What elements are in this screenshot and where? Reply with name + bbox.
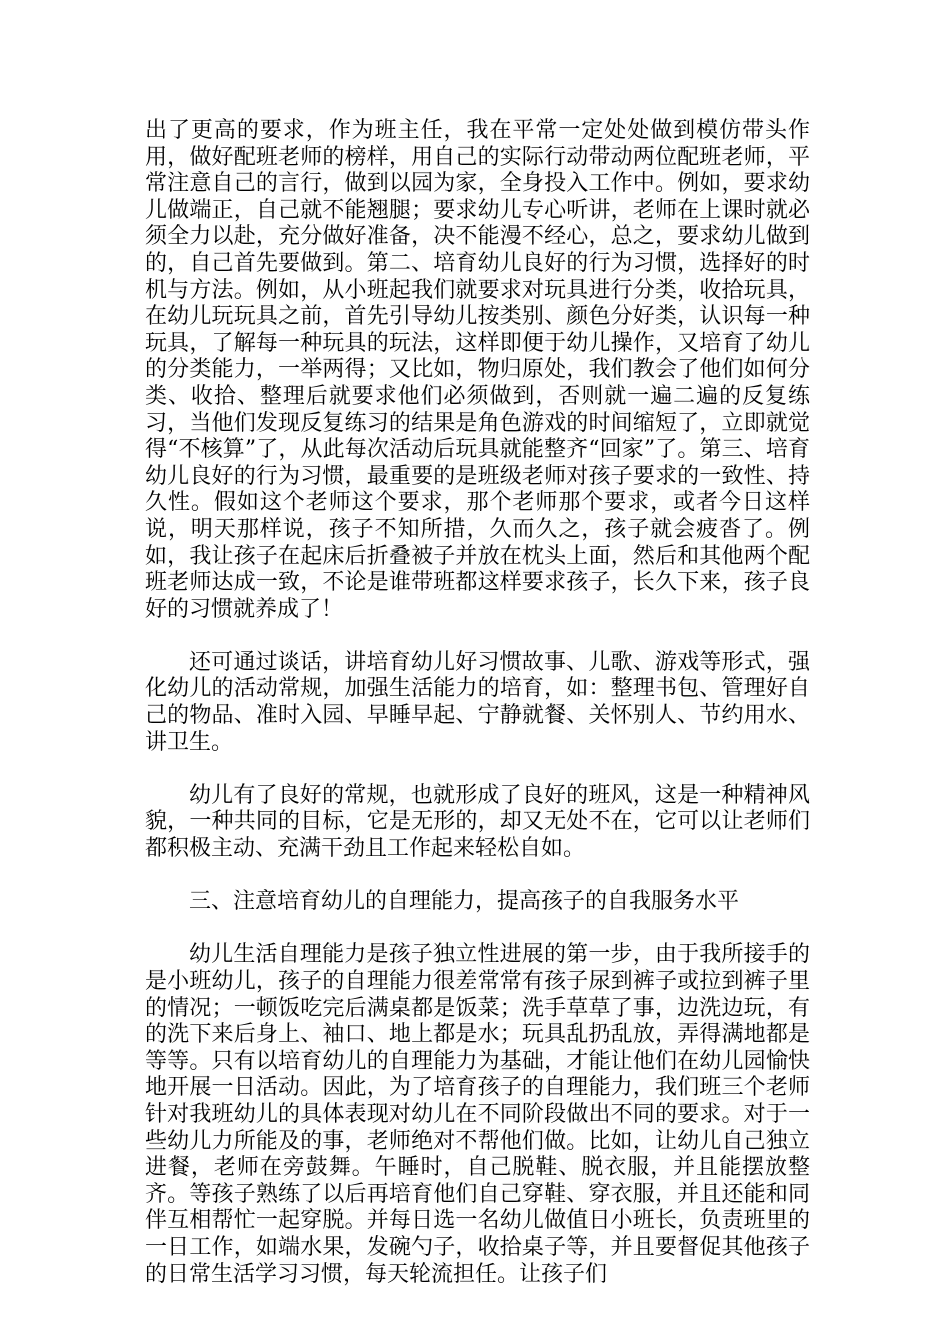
paragraph-gap xyxy=(145,916,810,943)
document-page xyxy=(145,118,810,1288)
paragraph-class-atmosphere: 幼儿有了良好的常规，也就形成了良好的班风，这是一种精神风貌，一种共同的目标，它是无形的，却又无处不在，它可以让老师们都积极主动、充满干劲且工作起来轻松自如。 xyxy=(145,782,810,862)
section-heading: 三、注意培育幼儿的自理能力，提高孩子的自我服务水平 xyxy=(189,889,740,915)
paragraph-continuation: 出了更高的要求，作为班主任，我在平常一定处处做到模仿带头作用，做好配班老师的榜样，用自己的实际行动带动两位配班老师，平常注意自己的言行，做到以园为家，全身投入工作中。例如，要求幼儿做端正，自己就不能翘腿；要求幼儿专心听讲，老师在上课时就必须全力以赴，充分做好准备，决不能漫不经心，总之，要求幼儿做到的，自己首先要做到。第二、培育幼儿良好的行为习惯，选择好的时机与方法。例如，从小班起我们就要求对玩具进行分类，收拾玩具，在幼儿玩玩具之前，首先引导幼儿按类别、颜色分好类，认识每一种玩具，了解每一种玩具的玩法，这样即便于幼儿操作，又培育了幼儿的分类能力，一举两得；又比如，物归原处，我们教会了他们如何分类、收拾、整理后就要求他们必须做到，否则就一遍二遍的反复练习，当他们发现反复练习的结果是角色游戏的时间缩短了，立即就觉得“不核算”了，从此每次活动后玩具就能整齐“回家”了。第三、培育幼儿良好的行为习惯，最重要的是班级老师对孩子要求的一致性、持久性。假如这个老师这个要求，那个老师那个要求，或者今日这样说，明天那样说，孩子不知所措，久而久之，孩子就会疲沓了。例如，我让孩子在起床后折叠被子并放在枕头上面，然后和其他两个配班老师达成一致，不论是谁带班都这样要求孩子，长久下来，孩子良好的习惯就养成了！ xyxy=(145,118,810,622)
paragraph-gap xyxy=(145,863,810,890)
paragraph-self-care: 幼儿生活自理能力是孩子独立性进展的第一步，由于我所接手的是小班幼儿，孩子的自理能力很差常常有孩子尿到裤子或拉到裤子里的情况；一顿饭吃完后满桌都是饭菜；洗手草草了事，边洗边玩，有的洗下来后身上、袖口、地上都是水；玩具乱扔乱放，弄得满地都是等等。只有以培育幼儿的自理能力为基础，才能让他们在幼儿园愉快地开展一日活动。因此，为了培育孩子的自理能力，我们班三个老师针对我班幼儿的具体表现对幼儿在不同阶段做出不同的要求。对于一些幼儿力所能及的事，老师绝对不帮他们做。比如，让幼儿自己独立进餐，老师在旁鼓舞。午睡时，自己脱鞋、脱衣服，并且能摆放整齐。等孩子熟练了以后再培育他们自己穿鞋、穿衣服，并且还能和同伴互相帮忙一起穿脱。并每日选一名幼儿做值日小班长，负责班里的一日工作，如端水果，发碗勺子，收拾桌子等，并且要督促其他孩子的日常生活学习习惯，每天轮流担任。让孩子们 xyxy=(145,942,810,1287)
paragraph-talk-methods: 还可通过谈话，讲培育幼儿好习惯故事、儿歌、游戏等形式，强化幼儿的活动常规，加强生活能力的培育，如：整理书包、管理好自己的物品、准时入园、早睡早起、宁静就餐、关怀别人、节约用水、讲卫生。 xyxy=(145,649,810,755)
paragraph-gap xyxy=(145,623,810,650)
paragraph-gap xyxy=(145,756,810,783)
